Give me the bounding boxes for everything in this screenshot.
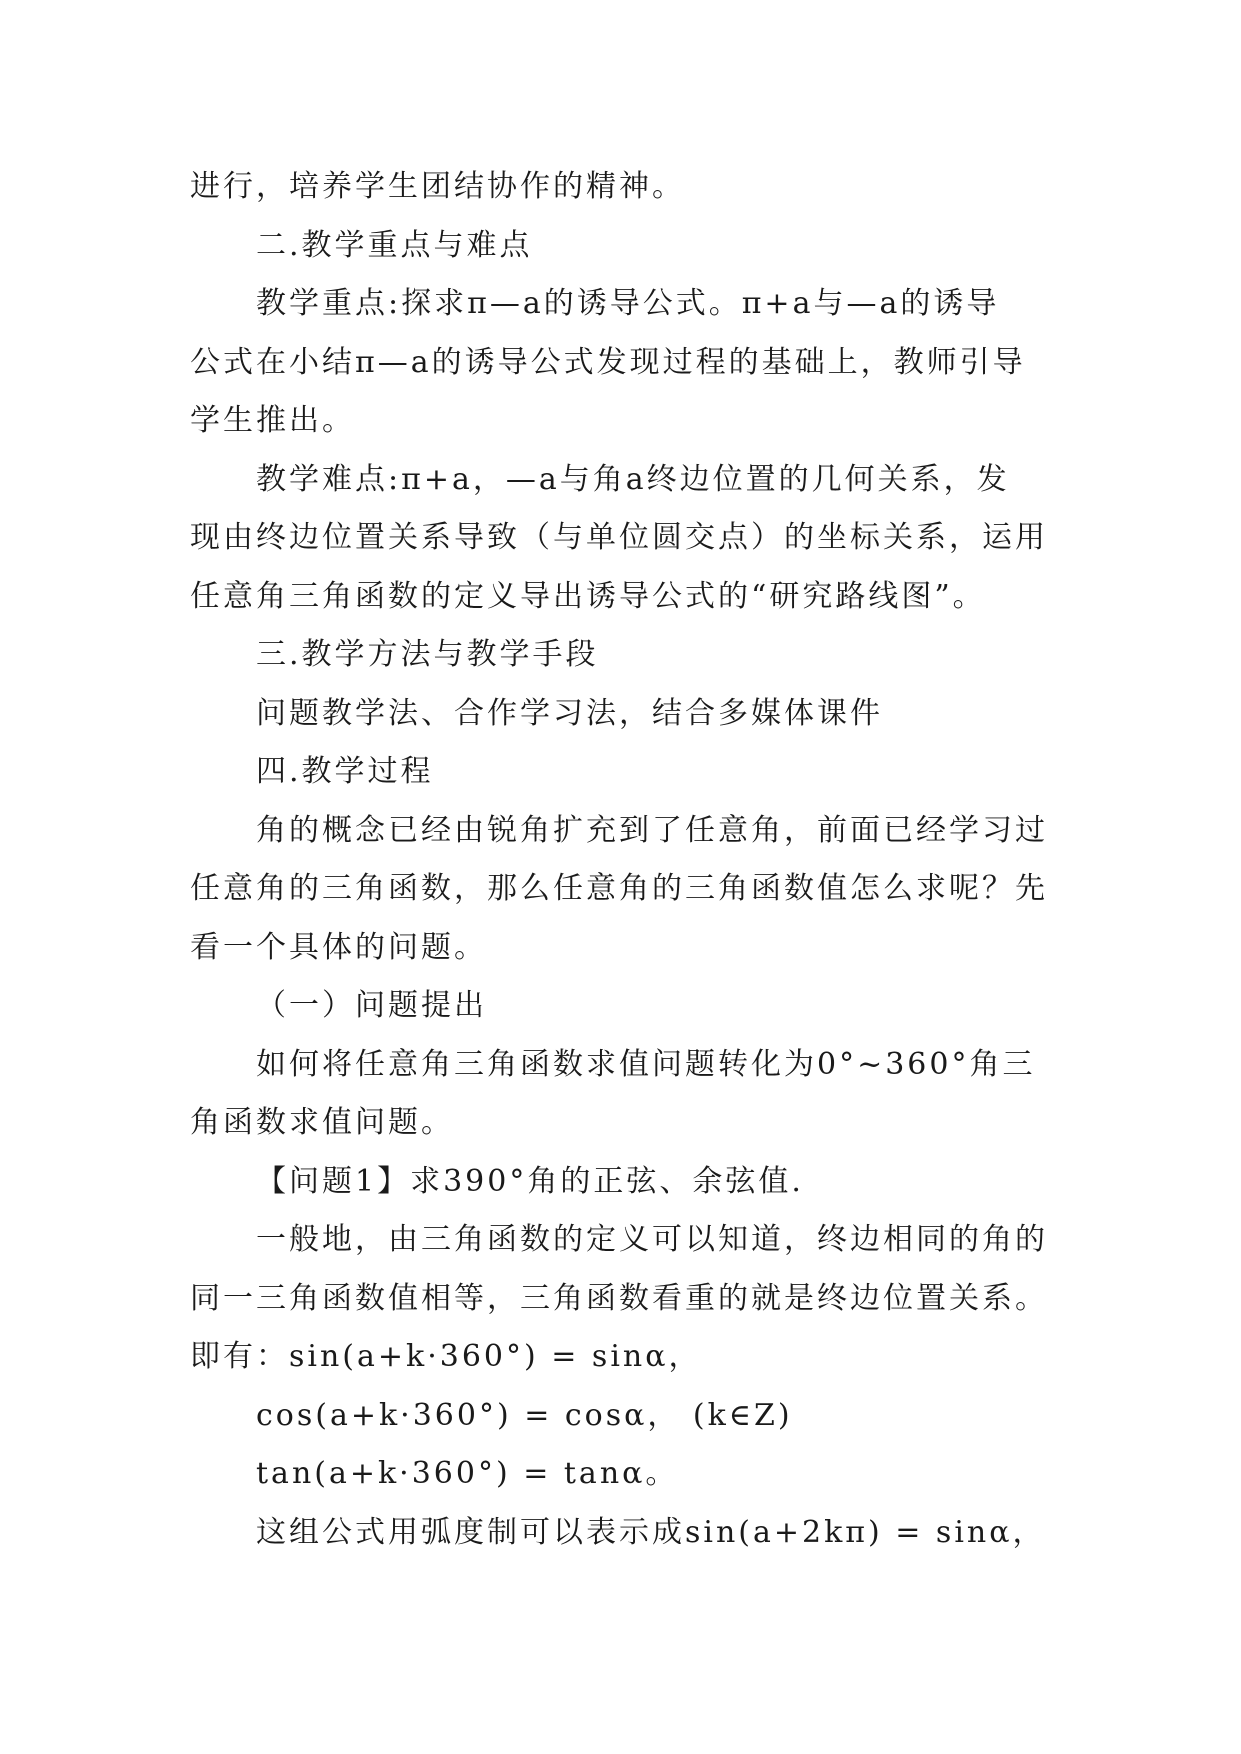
body-text [190,158,1070,1562]
text-line: 同一三角函数值相等，三角函数看重的就是终边位置关系。 [190,1280,1048,1316]
text-line: 看一个具体的问题。 [190,929,487,965]
text-line: 公式在小结π—a的诱导公式发现过程的基础上，教师引导 [190,344,1026,380]
section-heading: 二.教学重点与难点 [256,227,533,263]
text-line: 任意角三角函数的定义导出诱导公式的“研究路线图”。 [190,578,986,614]
text-line: 如何将任意角三角函数求值问题转化为0°~360°角三 [256,1046,1036,1082]
text-line: 角函数求值问题。 [190,1105,454,1140]
text-line: 任意角的三角函数，那么任意角的三角函数值怎么求呢？先 [190,871,1048,906]
text-line: 教学难点:π+a，—a与角a终边位置的几何关系，发 [256,461,1010,497]
subsection-heading: （一）问题提出 [256,988,487,1023]
section-heading: 四.教学过程 [256,754,434,789]
text-line: 这组公式用弧度制可以表示成sin(a+2kπ) = sinα， [256,1514,1046,1550]
formula-line: tan(a+k·360°) = tanα。 [256,1456,679,1491]
problem-statement: 【问题1】求390°角的正弦、余弦值. [256,1163,804,1199]
section-heading: 三.教学方法与教学手段 [256,637,599,672]
text-line: 教学重点:探求π—a的诱导公式。π+a与—a的诱导 [256,286,1000,321]
text-line: 问题教学法、合作学习法，结合多媒体课件 [256,695,883,731]
text-line: 学生推出。 [190,403,355,438]
text-line: 一般地，由三角函数的定义可以知道，终边相同的角的 [256,1222,1048,1257]
text-line: 现由终边位置关系导致（与单位圆交点）的坐标关系，运用 [190,520,1048,555]
text-line: 角的概念已经由锐角扩充到了任意角，前面已经学习过 [256,812,1048,848]
formula-line: 即有：sin(a+k·360°) = sinα， [190,1339,702,1374]
text-line: 进行，培养学生团结协作的精神。 [190,169,685,204]
formula-line: cos(a+k·360°) = cosα， (k∈Z) [256,1397,793,1433]
